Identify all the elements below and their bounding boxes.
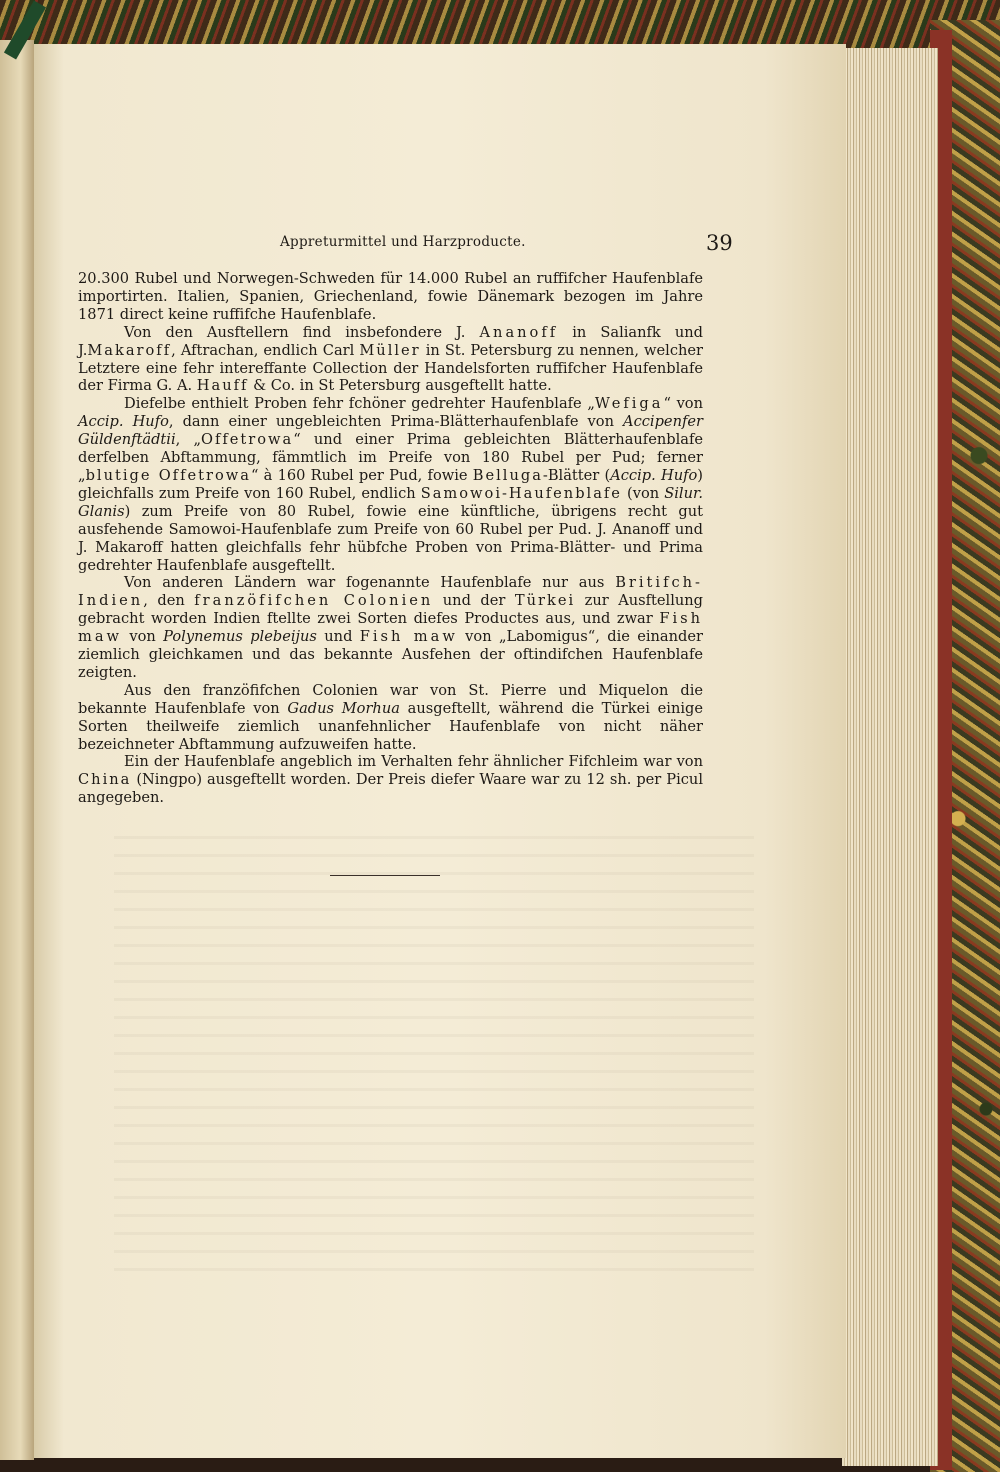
page-stack-edges	[842, 48, 938, 1466]
section-end-rule	[330, 875, 440, 876]
paragraph-1: 20.300 Rubel und Norwegen-Schweden für 14.000 Rubel an ruffifcher Haufenblafe importirten. Italien, Spanien, Griechenland, fowie Dänemark bezogen im Jahre 1871 direct keine ruffifche Haufenblafe.	[78, 270, 703, 323]
paragraph-3: Diefelbe enthielt Proben fehr fchöner gedrehter Haufenblafe „Wefiga“ von Accip. Hufo, dann einer ungebleichten Prima-Blätterhaufenblafe von Accipenfer Güldenftädtii, „Offetrowa“ und einer Prima gebleichten Blätterhaufenblafe derfelben Abftammung, fämmtlich im Preife von 180 Rubel per Pud; ferner „blutige Offetrowa“ à 160 Rubel per Pud, fowie Belluga-Blätter (Accip. Hufo) gleichfalls zum Preife von 160 Rubel, endlich Samowoi-Haufenblafe (von Silur. Glanis) zum Preife von 80 Rubel, fowie eine künftliche, übrigens recht gut ausfehende Samowoi-Haufenblafe zum Preife von 60 Rubel per Pud. J. Ananoff und J. Makaroff hatten gleichfalls fehr hübfche Proben von Prima-Blätter- und Prima gedrehter Haufenblafe ausgeftellt.	[78, 395, 704, 574]
left-page-edge	[0, 40, 34, 1460]
book-page	[34, 44, 846, 1458]
marbled-top-edge	[0, 0, 1000, 50]
body-text	[78, 270, 703, 807]
paragraph-2: Von den Ausftellern find insbefondere J. Ananoff in Salianfk und J.Makaroff, Aftrachan, endlich Carl Müller in St. Petersburg zu nennen, welcher Letztere eine fehr intereffante Collection der Handelsforten ruffifcher Haufenblafe der Firma G. A. Hauff & Co. in St Petersburg ausgeftellt hatte.	[78, 323, 704, 395]
paragraph-4: Von anderen Ländern war fogenannte Haufenblafe nur aus Britifch-Indien, den franzöfifchen Colonien und der Türkei zur Ausftellung gebracht worden Indien ftellte zwei Sorten diefes Productes aus, und zwar Fish maw von Polynemus plebeijus und Fish maw von „Labomigus“, die einander ziemlich gleichkamen und das bekannte Ausfehen der oftindifchen Haufenblafe zeigten.	[78, 574, 704, 681]
bleed-through-shadow	[114, 824, 754, 1284]
paragraph-5: Aus den franzöfifchen Colonien war von St. Pierre und Miquelon die bekannte Haufenblafe von Gadus Morhua ausgeftellt, während die Türkei einige Sorten theilweife ziemlich unanfehnlicher Haufenblafe von nicht näher bezeichneter Abftammung aufzuweifen hatte.	[78, 681, 703, 753]
running-head: Appreturmittel und Harzproducte.	[280, 234, 526, 250]
page-number: 39	[706, 231, 733, 255]
paragraph-6: Ein der Haufenblafe angeblich im Verhalten fehr ähnlicher Fifchleim war von China (Ningpo) ausgeftellt worden. Der Preis diefer Waare war zu 12 sh. per Picul angegeben.	[78, 753, 703, 807]
